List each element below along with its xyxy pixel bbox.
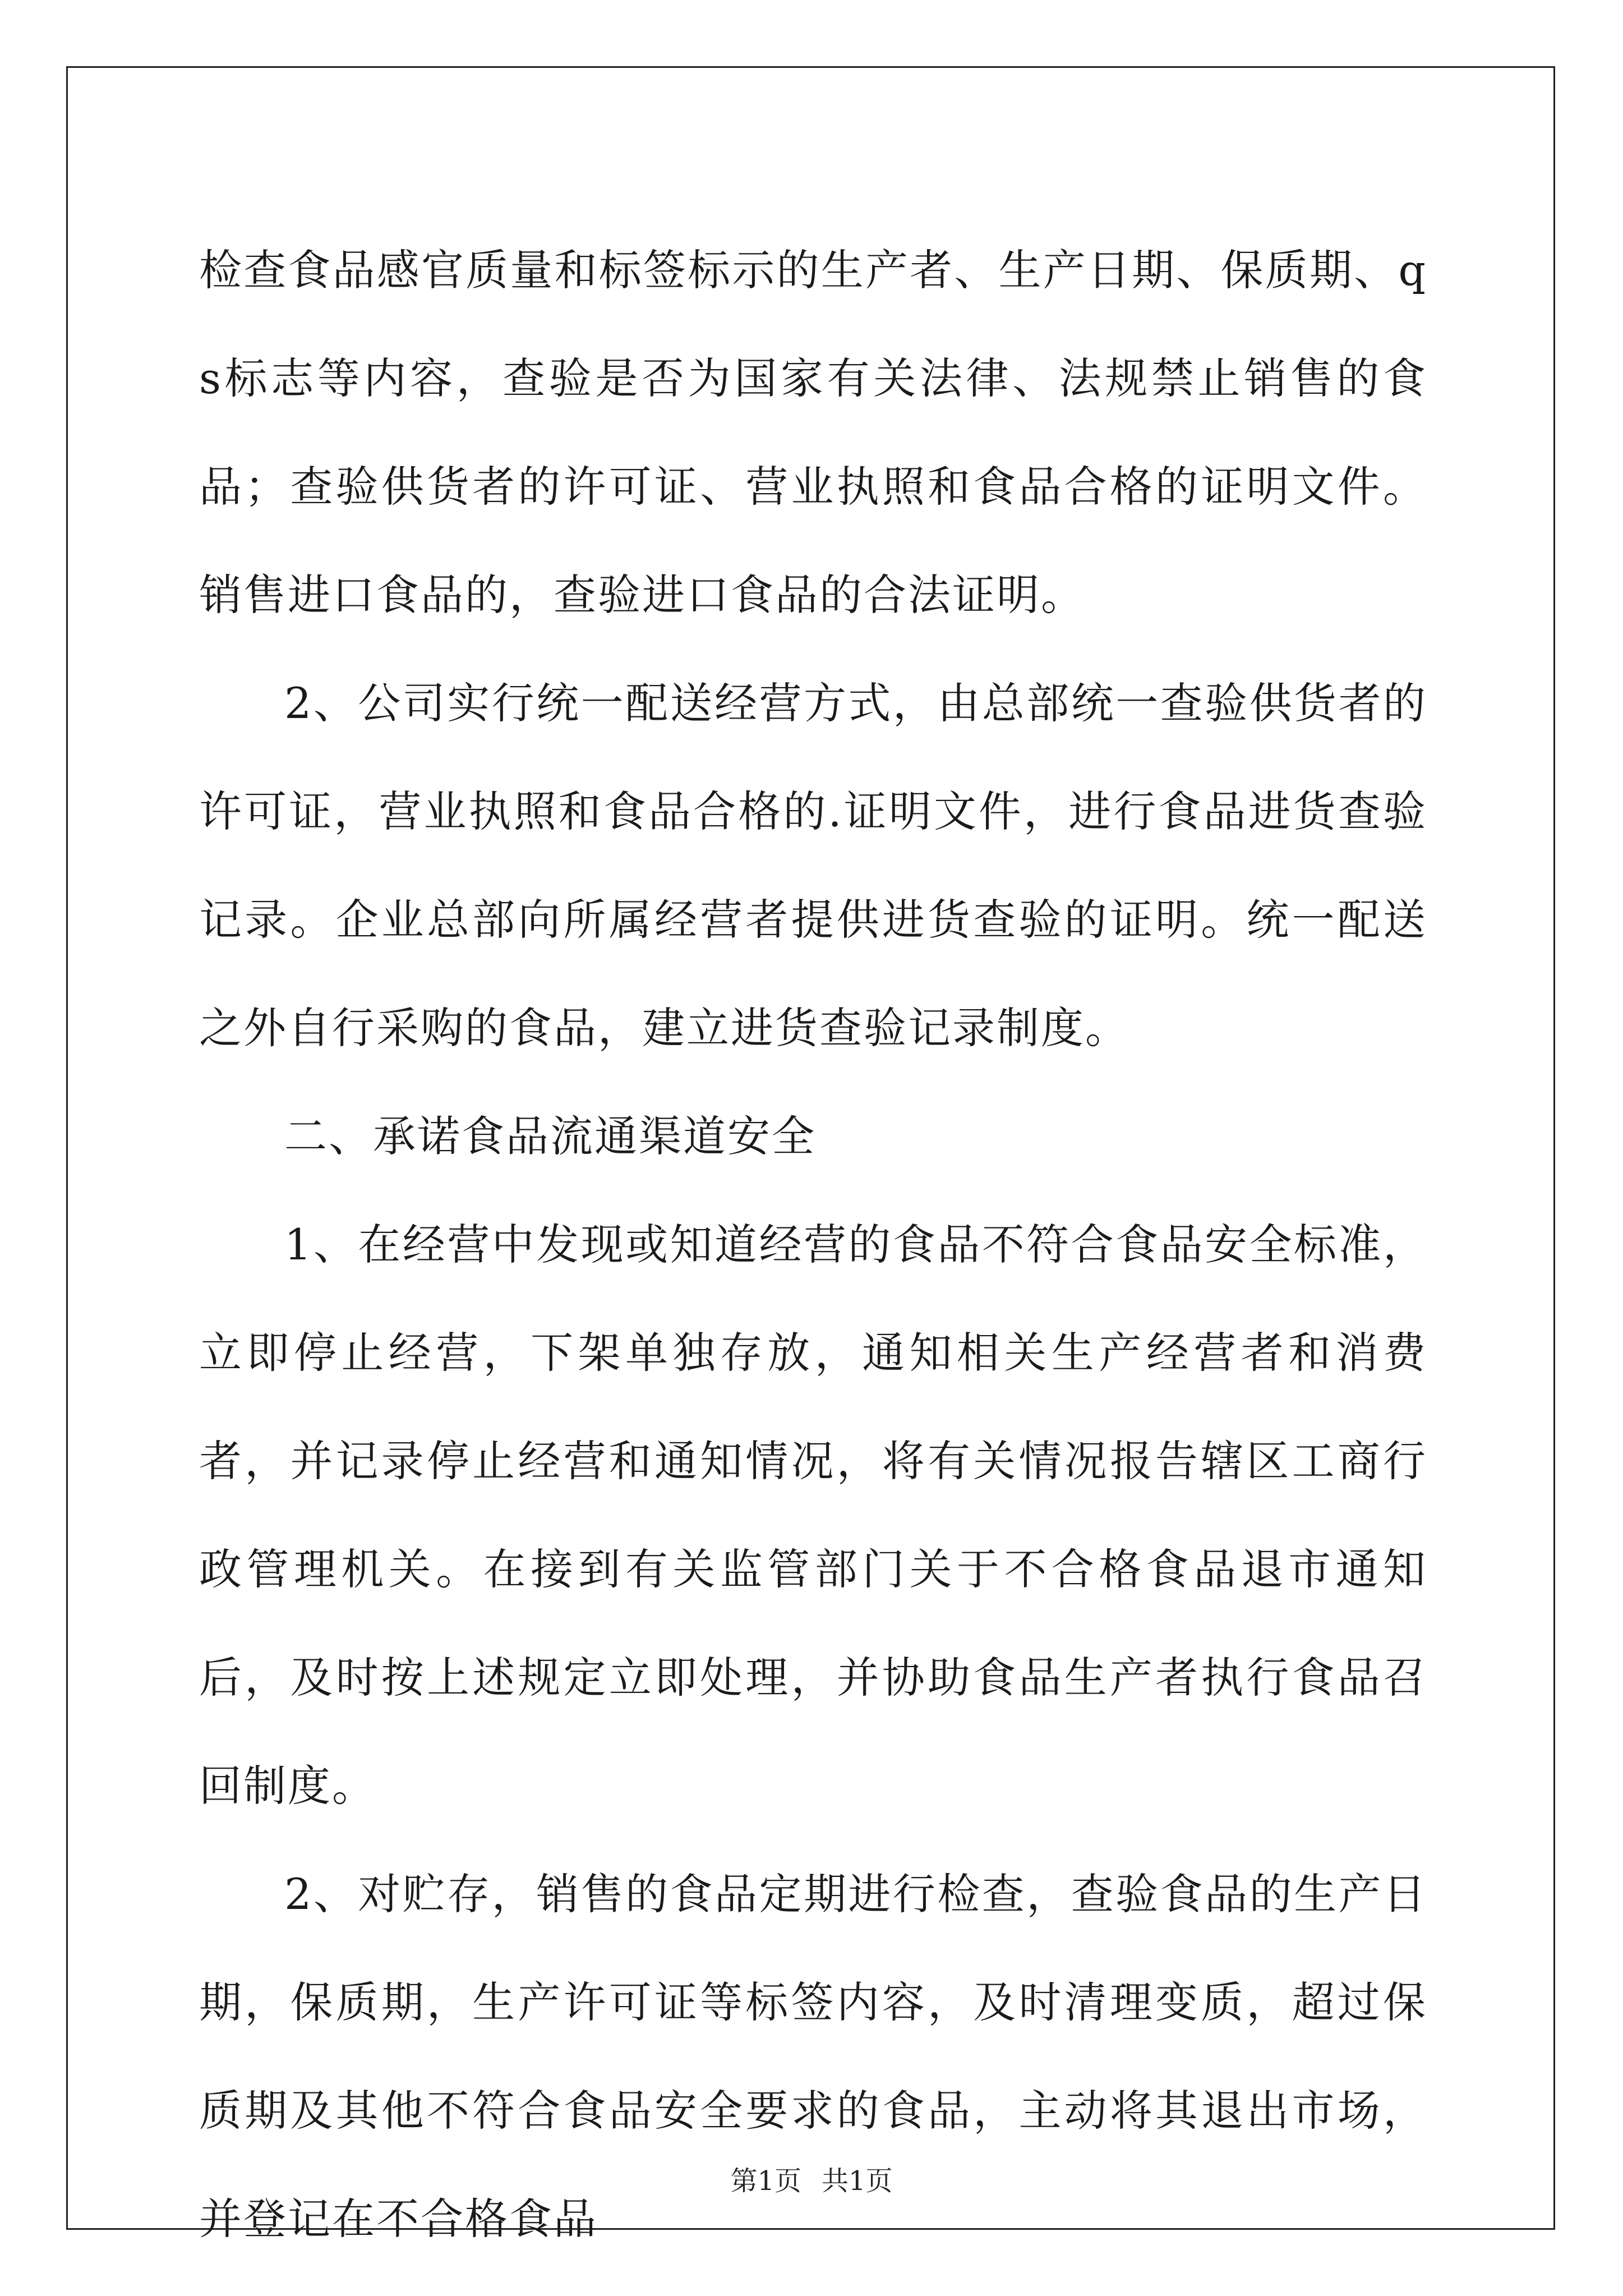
paragraph-2: 2、公司实行统一配送经营方式，由总部统一查验供货者的许可证，营业执照和食品合格的.证明文件，进行食品进货查验记录。企业总部向所属经营者提供进货查验的证明。统一配送之外自行采购的食品，建立进货查验记录制度。 (199, 678, 1427, 1053)
page-number-total: 共1页 (822, 2165, 893, 2197)
document-body (199, 216, 1427, 2273)
page-footer (0, 2164, 1623, 2198)
paragraph-3: 1、在经营中发现或知道经营的食品不符合食品安全标准，立即停止经营，下架单独存放，通知相关生产经营者和消费者，并记录停止经营和通知情况，将有关情况报告辖区工商行政管理机关。在接到有关监管部门关于不合格食品退市通知后，及时按上述规定立即处理，并协助食品生产者执行食品召回制度。 (199, 1220, 1427, 1811)
paragraph-4: 2、对贮存，销售的食品定期进行检查，查验食品的生产日期，保质期，生产许可证等标签内容，及时清理变质，超过保质期及其他不符合食品安全要求的食品，主动将其退出市场，并登记在不合格食品 (199, 1869, 1427, 2244)
paragraph-1: 检查食品感官质量和标签标示的生产者、生产日期、保质期、qs标志等内容，查验是否为国家有关法律、法规禁止销售的食品；查验供货者的许可证、营业执照和食品合格的证明文件。销售进口食品的，查验进口食品的合法证明。 (199, 245, 1427, 620)
section-heading: 二、承诺食品流通渠道安全 (284, 1111, 816, 1161)
page-number-current: 第1页 (730, 2165, 801, 2197)
